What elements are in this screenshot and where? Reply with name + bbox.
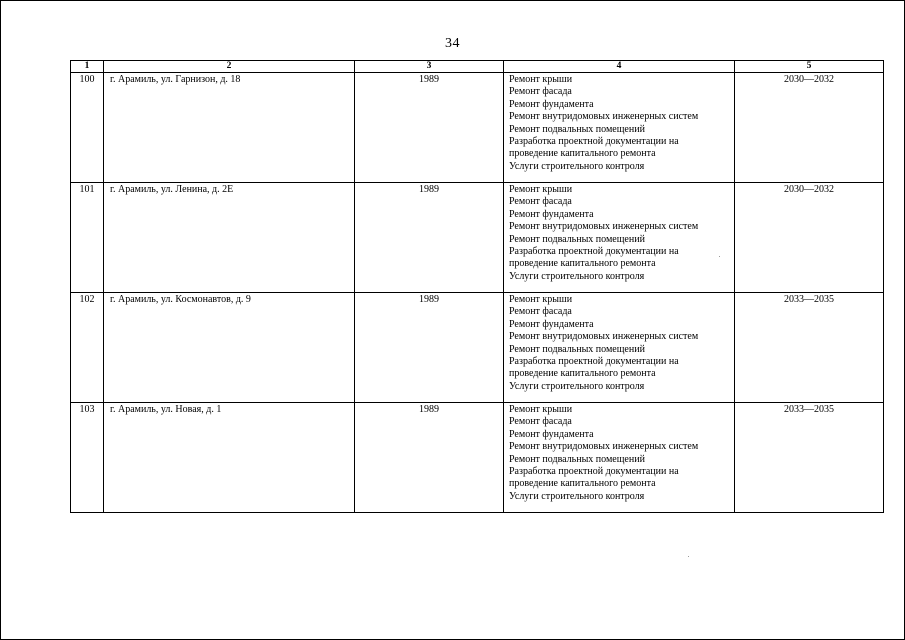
work-item: Ремонт фундамента — [509, 208, 594, 220]
work-item: Ремонт внутридомовых инженерных систем — [509, 111, 699, 123]
work-item: Ремонт подвальных помещений — [509, 453, 645, 465]
repair-period: 2033—2035 — [735, 293, 884, 403]
header-col-3: 3 — [355, 61, 504, 73]
repair-schedule-table — [70, 60, 884, 513]
building-address: г. Арамиль, ул. Ленина, д. 2Е — [104, 183, 355, 293]
work-item: Ремонт фундамента — [509, 428, 594, 440]
work-item: Услуги строительного контроля — [509, 490, 645, 502]
page-number: 34 — [445, 36, 460, 51]
construction-year: 1989 — [355, 293, 504, 403]
work-item: проведение капитального ремонта — [509, 368, 656, 380]
header-col-4: 4 — [504, 61, 735, 73]
table-row — [71, 183, 884, 293]
work-item: Ремонт фасада — [509, 196, 572, 208]
repair-period: 2030—2032 — [735, 73, 884, 183]
work-item: Ремонт фасада — [509, 416, 572, 428]
row-number: 103 — [71, 403, 104, 513]
work-item: Ремонт подвальных помещений — [509, 233, 645, 245]
repair-works-list — [504, 293, 735, 403]
repair-works-list — [504, 183, 735, 293]
repair-works-list — [504, 403, 735, 513]
work-item: Услуги строительного контроля — [509, 160, 645, 172]
building-address: г. Арамиль, ул. Гарнизон, д. 18 — [104, 73, 355, 183]
work-item: Услуги строительного контроля — [509, 380, 645, 392]
construction-year: 1989 — [355, 73, 504, 183]
work-item: Ремонт подвальных помещений — [509, 123, 645, 135]
repair-period: 2030—2032 — [735, 183, 884, 293]
work-item: проведение капитального ремонта — [509, 148, 656, 160]
scan-speck — [719, 256, 720, 257]
building-address: г. Арамиль, ул. Новая, д. 1 — [104, 403, 355, 513]
row-number: 102 — [71, 293, 104, 403]
work-item: Ремонт фундамента — [509, 98, 594, 110]
repair-works-list — [504, 73, 735, 183]
table-row — [71, 73, 884, 183]
work-item: Ремонт крыши — [509, 294, 573, 305]
work-item: Ремонт внутридомовых инженерных систем — [509, 331, 699, 343]
work-item: проведение капитального ремонта — [509, 478, 656, 490]
work-item: Разработка проектной документации на — [509, 466, 679, 478]
table-row — [71, 403, 884, 513]
header-col-5: 5 — [735, 61, 884, 73]
work-item: Ремонт внутридомовых инженерных систем — [509, 221, 699, 233]
work-item: Ремонт подвальных помещений — [509, 343, 645, 355]
row-number: 100 — [71, 73, 104, 183]
work-item: Ремонт крыши — [509, 404, 573, 415]
construction-year: 1989 — [355, 403, 504, 513]
work-item: Ремонт крыши — [509, 74, 573, 85]
work-item: Разработка проектной документации на — [509, 136, 679, 148]
table-row — [71, 293, 884, 403]
scan-speck — [688, 556, 689, 557]
work-item: проведение капитального ремонта — [509, 258, 656, 270]
work-item: Разработка проектной документации на — [509, 356, 679, 368]
table-header-row — [71, 61, 884, 73]
work-item: Ремонт крыши — [509, 184, 573, 195]
construction-year: 1989 — [355, 183, 504, 293]
work-item: Ремонт фасада — [509, 306, 572, 318]
work-item: Ремонт фундамента — [509, 318, 594, 330]
building-address: г. Арамиль, ул. Космонавтов, д. 9 — [104, 293, 355, 403]
work-item: Услуги строительного контроля — [509, 270, 645, 282]
work-item: Ремонт внутридомовых инженерных систем — [509, 441, 699, 453]
work-item: Разработка проектной документации на — [509, 246, 679, 258]
work-item: Ремонт фасада — [509, 86, 572, 98]
header-col-2: 2 — [104, 61, 355, 73]
row-number: 101 — [71, 183, 104, 293]
repair-period: 2033—2035 — [735, 403, 884, 513]
header-col-1: 1 — [71, 61, 104, 73]
